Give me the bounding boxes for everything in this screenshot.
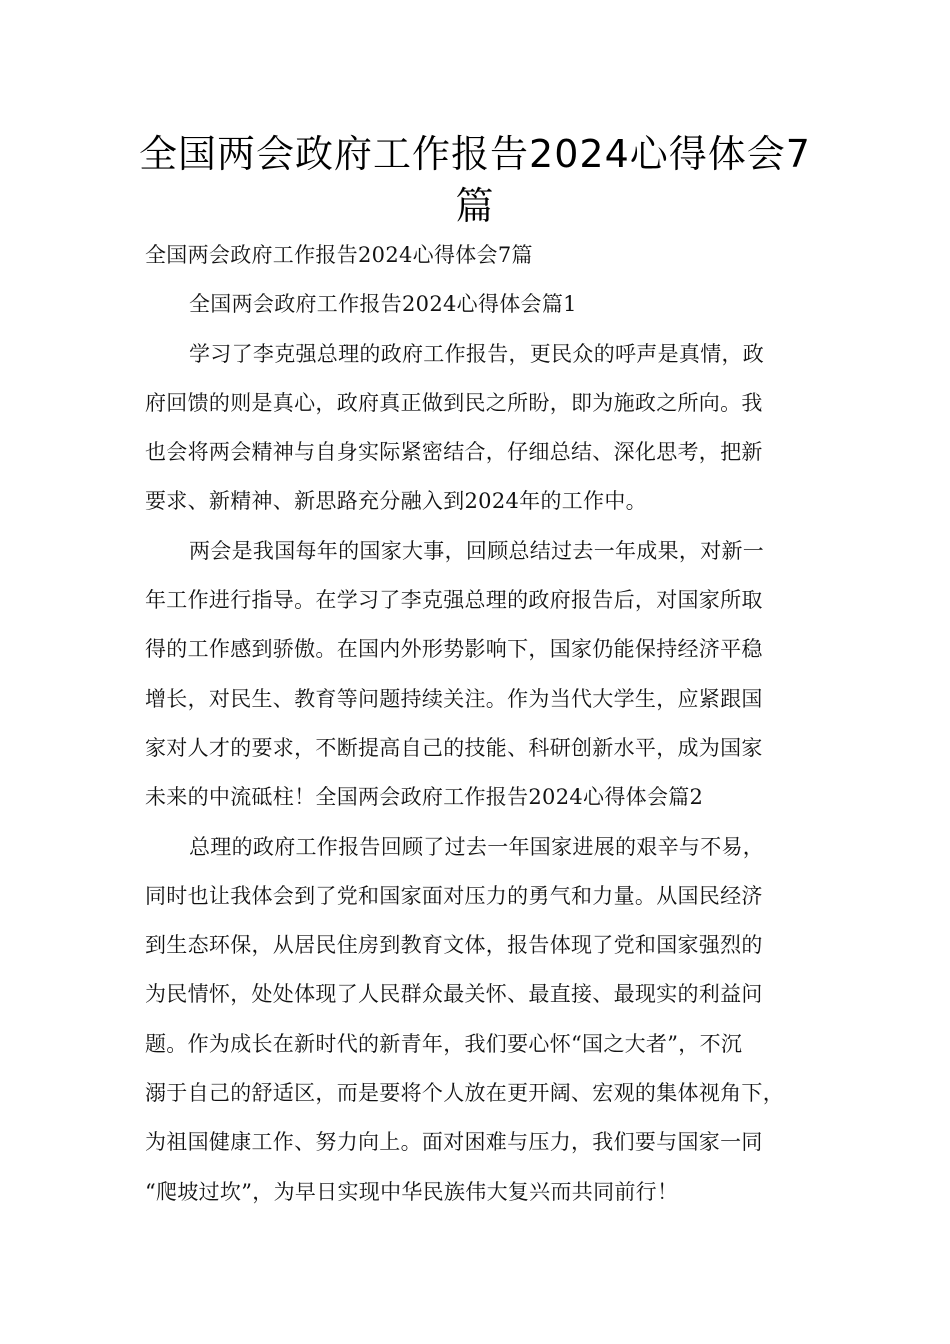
paragraph-2-line: 家对人才的要求，不断提高自己的技能、科研创新水平，成为国家 [145, 735, 763, 760]
paragraph-2-line: 增长，对民生、教育等问题持续关注。作为当代大学生，应紧跟国 [145, 686, 763, 711]
document-title-line-1: 全国两会政府工作报告2024心得体会7 [139, 132, 811, 176]
paragraph-2-line: 得的工作感到骄傲。在国内外形势影响下，国家仍能保持经济平稳 [145, 637, 763, 662]
document-subtitle: 全国两会政府工作报告2024心得体会7篇 [145, 243, 533, 267]
paragraph-2-line: 年工作进行指导。在学习了李克强总理的政府报告后，对国家所取 [145, 588, 763, 613]
paragraph-2-line: 两会是我国每年的国家大事，回顾总结过去一年成果，对新一 [189, 538, 765, 563]
paragraph-3-line: 到生态环保，从居民住房到教育文体，报告体现了党和国家强烈的 [145, 933, 763, 958]
paragraph-3-line: 总理的政府工作报告回顾了过去一年国家进展的艰辛与不易， [189, 834, 765, 859]
paragraph-3-line: 为民情怀，处处体现了人民群众最关怀、最直接、最现实的利益问 [145, 982, 763, 1007]
paragraph-1-line: 也会将两会精神与自身实际紧密结合，仔细总结、深化思考，把新 [145, 440, 763, 465]
paragraph-2-line: 未来的中流砥柱！全国两会政府工作报告2024心得体会篇2 [145, 785, 704, 810]
paragraph-3-line: 题。作为成长在新时代的新青年，我们要心怀“国之大者”，不沉 [145, 1031, 743, 1056]
paragraph-3-line: 为祖国健康工作、努力向上。面对困难与压力，我们要与国家一同 [145, 1130, 763, 1155]
document-body [145, 231, 811, 1217]
paragraph-1-line: 府回馈的则是真心，政府真正做到民之所盼，即为施政之所向。我 [145, 390, 763, 415]
paragraph-3-line: 溺于自己的舒适区，而是要将个人放在更开阔、宏观的集体视角下， [145, 1081, 784, 1106]
section-heading-1: 全国两会政府工作报告2024心得体会篇1 [189, 292, 577, 317]
paragraph-3-line: 同时也让我体会到了党和国家面对压力的勇气和力量。从国民经济 [145, 883, 763, 908]
document-title-line-2: 篇 [455, 184, 495, 228]
paragraph-1-line: 学习了李克强总理的政府工作报告，更民众的呼声是真情，政 [189, 341, 765, 366]
document-title [130, 128, 820, 232]
paragraph-3-line: “爬坡过坎”，为早日实现中华民族伟大复兴而共同前行！ [145, 1179, 679, 1204]
paragraph-1-line: 要求、新精神、新思路充分融入到2024年的工作中。 [145, 489, 647, 514]
